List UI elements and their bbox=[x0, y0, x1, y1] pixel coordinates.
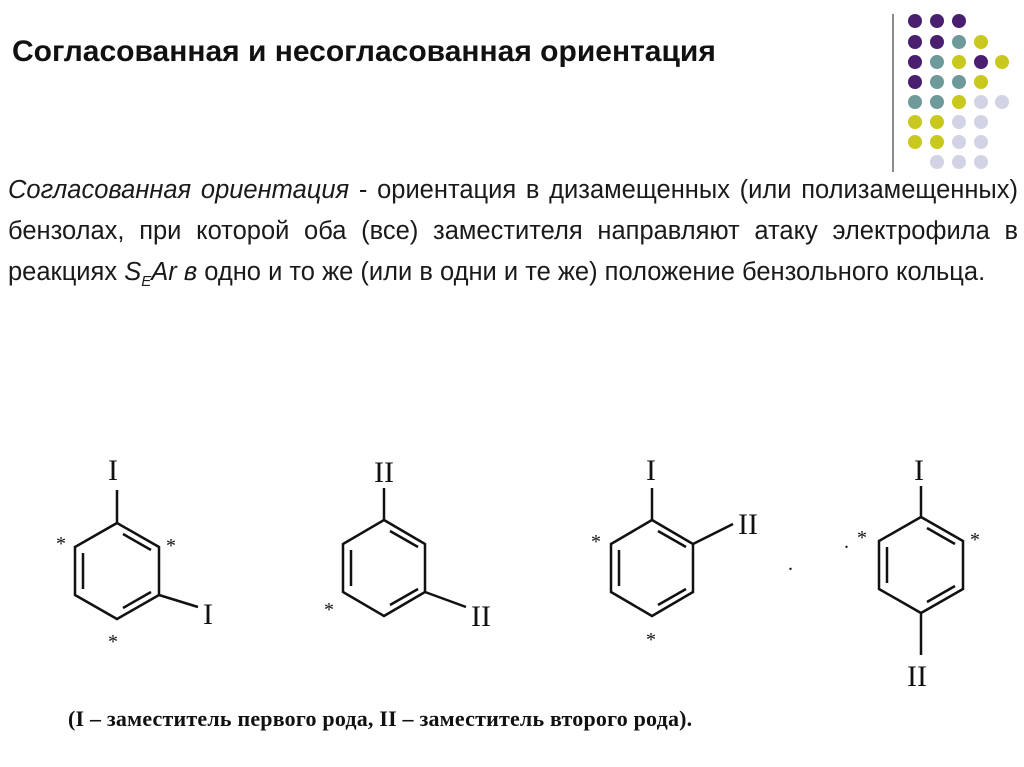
dot bbox=[995, 95, 1009, 109]
legend-caption: (I – заместитель первого рода, II – заместитель второго рода). bbox=[68, 706, 693, 731]
substituent-label: I bbox=[914, 454, 924, 487]
substituent-bond bbox=[159, 595, 198, 607]
dot bbox=[974, 75, 988, 89]
double-bond bbox=[390, 531, 418, 547]
separator-mark: . bbox=[788, 553, 793, 575]
dot bbox=[974, 155, 988, 169]
substituent-label: II bbox=[738, 508, 758, 541]
definition-text-part1: - ориентация в дизамещенных (или полизамещенных) бензолах, при которой оба (все) заместителя направляют атаку электрофила в реакциях bbox=[8, 176, 1018, 286]
position-marker: * bbox=[324, 599, 334, 621]
position-marker: * bbox=[857, 527, 867, 549]
substituent-label: I bbox=[646, 454, 656, 487]
substituent-label: I bbox=[108, 454, 118, 487]
double-bond bbox=[390, 589, 418, 605]
benzene-ring bbox=[343, 520, 425, 616]
dot bbox=[952, 135, 966, 149]
dot bbox=[908, 95, 922, 109]
substituent-label: I bbox=[203, 598, 213, 631]
dot bbox=[930, 135, 944, 149]
dot bbox=[952, 155, 966, 169]
structure-1-meta-type-I bbox=[56, 454, 213, 653]
double-bond bbox=[927, 586, 955, 602]
dot bbox=[930, 75, 944, 89]
benzene-ring bbox=[879, 517, 963, 613]
dot bbox=[930, 35, 944, 49]
double-bond bbox=[927, 528, 955, 544]
substituent-label: II bbox=[907, 660, 927, 693]
dot bbox=[952, 14, 966, 28]
definition-paragraph bbox=[8, 170, 1018, 302]
dot bbox=[908, 75, 922, 89]
substituent-label: II bbox=[374, 456, 394, 489]
dot bbox=[995, 55, 1009, 69]
structure-4-para bbox=[844, 454, 980, 693]
definition-term: Согласованная ориентация bbox=[8, 176, 350, 204]
reaction-symbol-subscript: E bbox=[141, 273, 152, 290]
dot bbox=[952, 55, 966, 69]
dot bbox=[952, 115, 966, 129]
double-bond bbox=[123, 534, 151, 550]
dot bbox=[908, 35, 922, 49]
double-bond bbox=[658, 531, 686, 547]
structure-2-meta-type-II bbox=[324, 456, 491, 633]
dot bbox=[930, 55, 944, 69]
position-marker: * bbox=[591, 531, 601, 553]
dot bbox=[908, 55, 922, 69]
position-marker: * bbox=[646, 629, 656, 651]
substituent-label: II bbox=[471, 600, 491, 633]
dot bbox=[974, 135, 988, 149]
definition-text-part2: одно и то же (или в одни и те же) положение бензольного кольца. bbox=[197, 258, 986, 286]
reaction-symbol-ar: Ar в bbox=[151, 258, 198, 286]
double-bond bbox=[123, 592, 151, 608]
dot bbox=[952, 35, 966, 49]
dot bbox=[930, 155, 944, 169]
decorative-dot-grid bbox=[0, 0, 1024, 180]
reaction-symbol-s: S bbox=[124, 258, 142, 286]
benzene-ring bbox=[611, 520, 693, 616]
dot bbox=[908, 135, 922, 149]
dot bbox=[974, 95, 988, 109]
dot bbox=[930, 95, 944, 109]
dot bbox=[952, 95, 966, 109]
position-marker: * bbox=[56, 533, 66, 555]
dot bbox=[930, 115, 944, 129]
slide-title: Согласованная и несогласованная ориентация bbox=[12, 35, 716, 68]
structure-3-ortho bbox=[591, 454, 758, 651]
position-marker: * bbox=[970, 529, 980, 551]
dot bbox=[952, 75, 966, 89]
substituent-bond bbox=[425, 592, 466, 607]
dot bbox=[974, 115, 988, 129]
dot bbox=[974, 35, 988, 49]
benzene-ring bbox=[75, 523, 159, 619]
dot bbox=[908, 115, 922, 129]
dot bbox=[908, 14, 922, 28]
substituent-bond bbox=[693, 524, 733, 544]
position-marker: * bbox=[166, 535, 176, 557]
dot bbox=[974, 55, 988, 69]
benzene-structures bbox=[0, 440, 1024, 700]
position-marker: * bbox=[108, 631, 118, 653]
double-bond bbox=[658, 589, 686, 605]
dot bbox=[930, 14, 944, 28]
dot-mark: . bbox=[844, 531, 849, 553]
